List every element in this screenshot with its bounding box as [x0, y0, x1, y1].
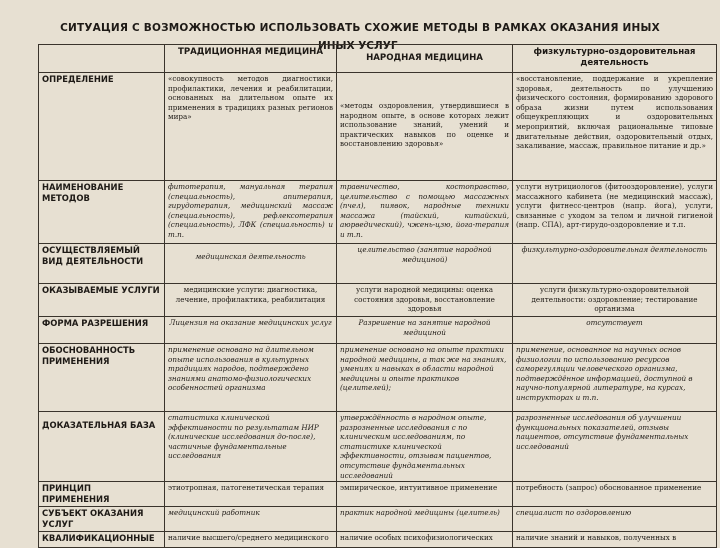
table-row: [39, 181, 717, 244]
cell-traditional: фитотерапия, мануальная терапия (специальность), апитерапия, гирудотерапия, медицинский массаж (специальность), рефлексотерапия (специальность), ЛФК (специальность) и т.п.: [165, 181, 337, 244]
slide-title: СИТУАЦИЯ С ВОЗМОЖНОСТЬЮ ИСПОЛЬЗОВАТЬ СХОЖИЕ МЕТОДЫ В РАМКАХ ОКАЗАНИЯ ИНЫХ: [60, 22, 660, 34]
cell-fitness: отсутствует: [513, 317, 717, 344]
row-label: ДОКАЗАТЕЛЬНАЯ БАЗА: [39, 412, 165, 482]
cell-folk: целительство (занятие народной медициной): [337, 244, 513, 284]
cell-folk: услуги народной медицины: оценка состояния здоровья, восстановление здоровья: [337, 284, 513, 317]
cell-traditional: «совокупность методов диагностики, профилактики, лечения и реабилитации, основанных на длительном опыте их применения в традициях разных регионов мира»: [165, 73, 337, 181]
cell-fitness: «восстановление, поддержание и укрепление здоровья, деятельность по улучшению физического состояния, формированию здорового образа жизни путем использования общеукрепляющих и оздоровительных мероприятий, включая рациональные типовые двигательные действия, оздоровительный отдых, закаливание, массаж, правильное питание и др.»: [513, 73, 717, 181]
table-row: [39, 482, 717, 507]
row-label: ФОРМА РАЗРЕШЕНИЯ: [39, 317, 165, 344]
slide-title-line2: ИНЫХ УСЛУГ: [318, 40, 398, 52]
comparison-table: [38, 44, 717, 548]
cell-folk: практик народной медицины (целитель): [337, 507, 513, 532]
cell-fitness: услуги нутрициологов (фитооздоровление), услуги массажного кабинета (не медицинский массаж), услуги фитнесс-центров (напр. йога), услуги, связанные с уходом за телом и личной гигиеной (напр. СПА), арт-гирудо-оздоровление и т.п.: [513, 181, 717, 244]
cell-fitness: разрозненные исследования об улучшении функциональных показателей, отзывы пациентов, отсутствие фундаментальных исследований: [513, 412, 717, 482]
table-row: [39, 73, 717, 181]
cell-folk: наличие особых психофизиологических: [337, 532, 513, 548]
cell-fitness: физкультурно-оздоровительная деятельность: [513, 244, 717, 284]
cell-traditional: медицинская деятельность: [165, 244, 337, 284]
cell-traditional: статистика клинической эффективности по результатам НИР (клинические исследования до-после), частичные фундаментальные исследования: [165, 412, 337, 482]
cell-traditional: медицинские услуги: диагностика, лечение, профилактика, реабилитация: [165, 284, 337, 317]
cell-traditional: этиотропная, патогенетическая терапия: [165, 482, 337, 507]
header-folk-medicine: НАРОДНАЯ МЕДИЦИНА: [337, 45, 513, 73]
row-label: ОКАЗЫВАЕМЫЕ УСЛУГИ: [39, 284, 165, 317]
cell-traditional: применение основано на длительном опыте использования в культурных традициях народов, подтверждено знаниями анатомо-физиологических особенностей организма: [165, 344, 337, 412]
cell-fitness: наличие знаний и навыков, полученных в: [513, 532, 717, 548]
header-traditional-medicine: ТРАДИЦИОННАЯ МЕДИЦИНА: [165, 45, 337, 73]
row-label: ОСУЩЕСТВЛЯЕМЫЙ ВИД ДЕЯТЕЛЬНОСТИ: [39, 244, 165, 284]
cell-traditional: медицинский работник: [165, 507, 337, 532]
row-label: СУБЪЕКТ ОКАЗАНИЯ УСЛУГ: [39, 507, 165, 532]
row-label: НАИМЕНОВАНИЕ МЕТОДОВ: [39, 181, 165, 244]
header-fitness-activity: физкультурно-оздоровительная деятельность: [513, 45, 717, 73]
cell-fitness: услуги физкультурно-оздоровительной деятельности: оздоровление; тестирование организма: [513, 284, 717, 317]
row-label: ПРИНЦИП ПРИМЕНЕНИЯ: [39, 482, 165, 507]
table-row: [39, 412, 717, 482]
cell-fitness: применение, основанное на научных основ физиологии по использованию ресурсов саморегуляции человеческого организма, подтверждённое информацией, доступной в научно-популярной литературе, на курсах, инструкторах и т.п.: [513, 344, 717, 412]
cell-traditional: Лицензия на оказание медицинских услуг: [165, 317, 337, 344]
header-corner: [39, 45, 165, 73]
table-header-row: [39, 45, 717, 73]
cell-folk: утверждённость в народном опыте, разрозненные исследования с по клиническим исследованиям, по статистике клинической эффективности, отзывам пациентов, отсутствие фундаментальных исследований: [337, 412, 513, 482]
row-label: ОБОСНОВАННОСТЬ ПРИМЕНЕНИЯ: [39, 344, 165, 412]
table-row: [39, 284, 717, 317]
cell-folk: применение основано на опыте практики народной медицины, а так же на знаниях, умениях и навыках в области народной медицины и опыте практиков (целителей);: [337, 344, 513, 412]
row-label: КВАЛИФИКАЦИОННЫЕ: [39, 532, 165, 548]
table-row: [39, 344, 717, 412]
cell-folk: травничество, костоправство, целительство с помощью массажных (пчел), пиявок, народные техники массажа (тайский, китайский, аюрведический), чжень-цзю, йога-терапия и т.п.: [337, 181, 513, 244]
row-label: ОПРЕДЕЛЕНИЕ: [39, 73, 165, 181]
cell-fitness: специалист по оздоровлению: [513, 507, 717, 532]
cell-traditional: наличие высшего/среднего медицинского: [165, 532, 337, 548]
table-row: [39, 244, 717, 284]
cell-folk: Разрешение на занятие народной медициной: [337, 317, 513, 344]
table-row: [39, 507, 717, 532]
cell-fitness: потребность (запрос) обоснованное применение: [513, 482, 717, 507]
table-row: [39, 317, 717, 344]
cell-folk: эмпирическое, интуитивное применение: [337, 482, 513, 507]
cell-folk: «методы оздоровления, утвердившиеся в народном опыте, в основе которых лежит использование знаний, умений и практических навыков по оценке и восстановлению здоровья»: [337, 73, 513, 181]
